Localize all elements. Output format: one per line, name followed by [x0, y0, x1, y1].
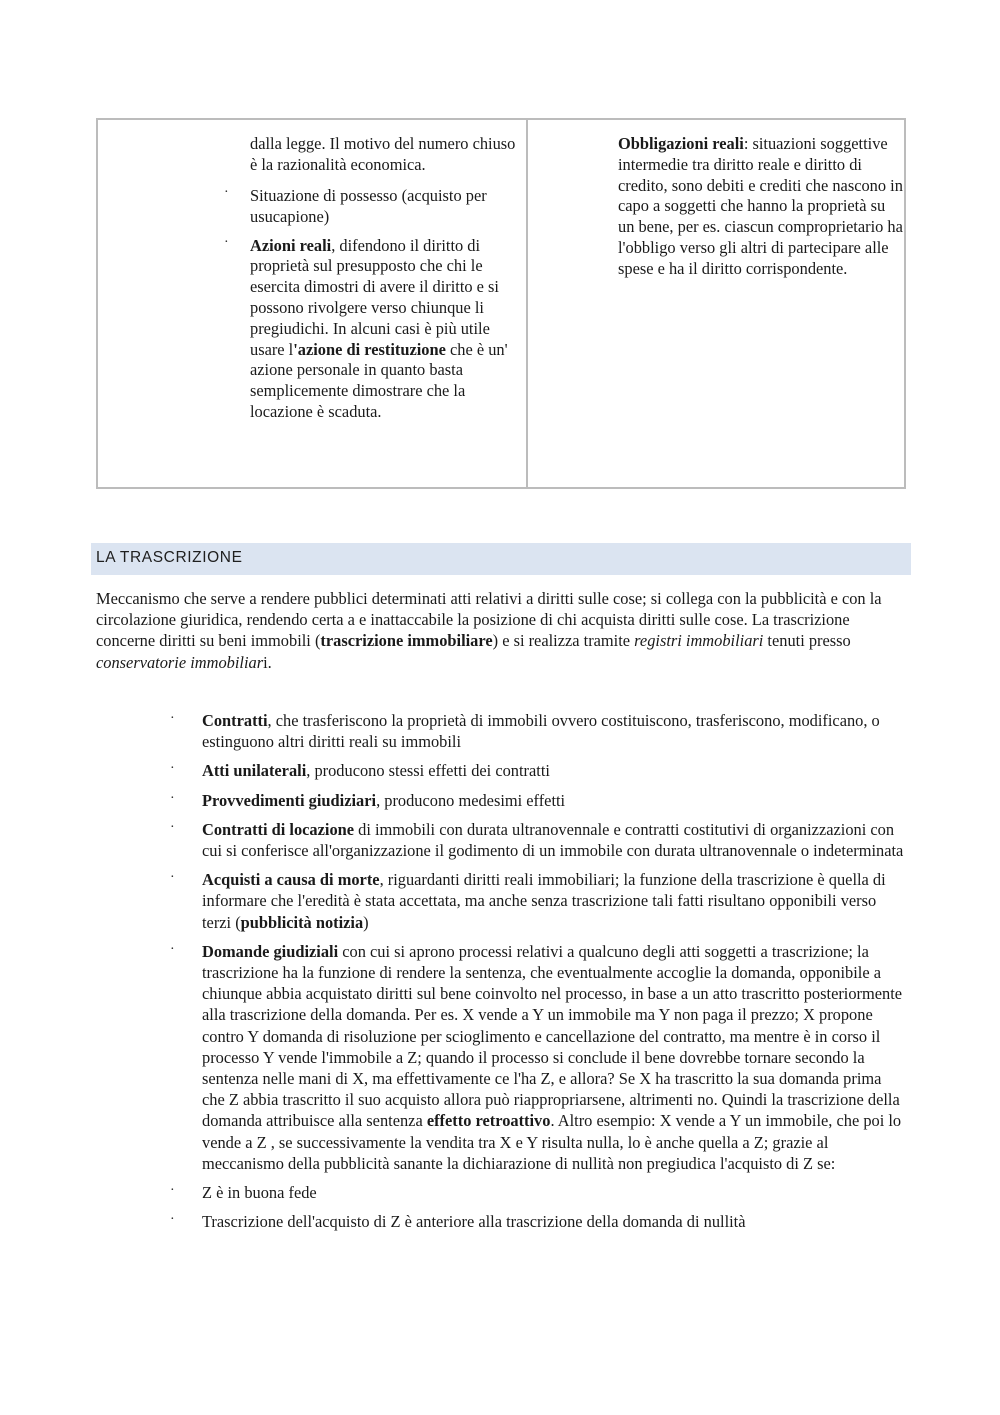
- bullet-icon: ·: [170, 1212, 175, 1228]
- list-item: [168, 941, 908, 1174]
- item-term: Atti unilaterali: [202, 761, 307, 781]
- intro-text: tenuti presso: [763, 631, 851, 651]
- cell-bullet-list: [218, 186, 518, 431]
- item-term: 'azione di restituzione: [293, 339, 446, 359]
- table-cell-left: [98, 120, 528, 487]
- section-intro-paragraph: [96, 588, 911, 673]
- intro-text: i.: [263, 652, 272, 672]
- list-item: [168, 710, 908, 752]
- item-text: che è un' azione personale in quanto basta semplicemente dimostrare che la locazione è scaduta.: [250, 339, 508, 421]
- list-item: [168, 819, 908, 861]
- item-term: Contratti: [202, 711, 268, 730]
- section-heading: LA TRASCRIZIONE: [91, 543, 911, 575]
- item-text: , difendono il diritto di proprietà sul presupposto che chi le esercita dimostri di avere il diritto e si possono rivolgere verso chiunque li pregiudichi. In alcuni casi è più utile usare l: [250, 235, 499, 359]
- list-item: [218, 236, 518, 423]
- acts-bullet-list: [168, 710, 908, 1240]
- list-item: [168, 760, 908, 781]
- intro-text: ) e si realizza tramite: [492, 631, 635, 651]
- bullet-icon: ·: [224, 185, 229, 200]
- item-term: Contratti di locazione: [202, 819, 355, 839]
- item-text: , producono medesimi effetti: [376, 790, 566, 810]
- item-text: di immobili con durata ultranovennale e contratti costitutivi di organizzazioni con cui si conferisce all'organizzazione il godimento di un immobile con durata ultranovennale o indeterminata: [202, 819, 904, 861]
- cell-paragraph: [618, 134, 903, 280]
- list-item: [218, 186, 518, 228]
- term-definition: : situazioni soggettive intermedie tra diritto reale e diritto di credito, sono debiti e crediti che nascono in capo a soggetti che hanno la proprietà su un bene, per es. ciascun comproprietario ha l'obbligo verso gli altri di partecipare alle spese e ha il diritto corrispondente.: [618, 134, 903, 278]
- item-text: Situazione di possesso (acquisto per usucapione): [250, 186, 487, 226]
- intro-italic: registri immobiliari: [634, 631, 764, 651]
- intro-term: trascrizione immobiliare: [320, 631, 493, 651]
- bullet-icon: ·: [170, 790, 175, 806]
- list-item: [168, 790, 908, 811]
- item-term: effetto retroattivo: [426, 1111, 551, 1131]
- intro-text: Meccanismo che serve a rendere pubblici determinati atti relativi a diritti sulle cose; si collega con la pubblicità e con la circolazione giuridica, rendendo certa a e inattaccabile la posizione di chi acquista diritti sulle cose. La trascrizione concerne diritti su beni immobili (: [96, 589, 882, 651]
- item-text: . Altro esempio: X vende a Y un immobile, che poi lo vende a Z , se successivamente la vendita tra X e Y risulta nulla, lo è anche quella a Z; grazie al meccanismo della pubblicità sanante la dichiarazione di nullità non pregiudica l'acquisto di Z se:: [202, 1111, 902, 1173]
- bullet-icon: ·: [170, 819, 175, 835]
- list-item: [168, 869, 908, 933]
- item-term: Provvedimenti giudiziari: [202, 790, 377, 810]
- item-term: pubblicità notizia: [240, 912, 364, 932]
- intro-italic: conservatorie immobiliar: [96, 652, 264, 672]
- list-item: [168, 1211, 908, 1232]
- item-text: Z è in buona fede: [202, 1183, 317, 1203]
- item-term: Domande giudiziali: [202, 941, 339, 961]
- bullet-icon: ·: [170, 870, 175, 886]
- item-text: , che trasferiscono la proprietà di immobili ovvero costituiscono, trasferiscono, modificano, o estinguono altri diritti reali su immobili: [202, 711, 880, 752]
- term-bold: Obbligazioni reali: [618, 134, 744, 153]
- item-text: con cui si aprono processi relativi a qualcuno degli atti soggetti a trascrizione; la trascrizione ha la funzione di rendere la sentenza, che eventualmente accoglie la domanda, opponibile a chiunque abbia acquistato diritti sul bene coinvolto nel processo, in base a un atto trascritto posteriormente alla trascrizione della domanda. Per es. X vende a Y un immobile ma Y non paga il prezzo; X propone contro Y domanda di risoluzione per scioglimento e cancellazione del contratto, ma mentre è in corso il processo Y vende l'immobile a Z; quando il processo si conclude il bene dovrebbe tornare secondo la sentenza nelle mani di X, ma effettivamente ce l'ha Z, e allora? Se X ha trascritto la sua domanda prima che Z abbia trascritto il suo acquisto allora può riappropriarsene, altrimenti no. Quindi la trascrizione della domanda attribuisce alla sentenza: [202, 941, 903, 1131]
- item-text: , producono stessi effetti dei contratti: [306, 761, 550, 781]
- bullet-icon: ·: [170, 1183, 175, 1199]
- item-term: Acquisti a causa di morte: [202, 870, 380, 890]
- cell-intro-text: dalla legge. Il motivo del numero chiuso è la razionalità economica.: [250, 134, 516, 174]
- item-text: ): [363, 912, 369, 932]
- list-item: [168, 1182, 908, 1203]
- bullet-icon: ·: [170, 941, 175, 957]
- item-text: Trascrizione dell'acquisto di Z è anteriore alla trascrizione della domanda di nullità: [202, 1212, 746, 1232]
- item-text: , riguardanti diritti reali immobiliari; la funzione della trascrizione è quella di informare che l'eredità è stata accettata, ma anche senza trascrizione tali fatti risultano opponibili verso terzi (: [202, 870, 886, 932]
- table-cell-right: [528, 120, 904, 487]
- comparison-table: [96, 118, 906, 489]
- bullet-icon: ·: [170, 711, 175, 726]
- item-term: Azioni reali: [250, 235, 332, 255]
- bullet-icon: ·: [170, 761, 175, 777]
- bullet-icon: ·: [224, 234, 229, 250]
